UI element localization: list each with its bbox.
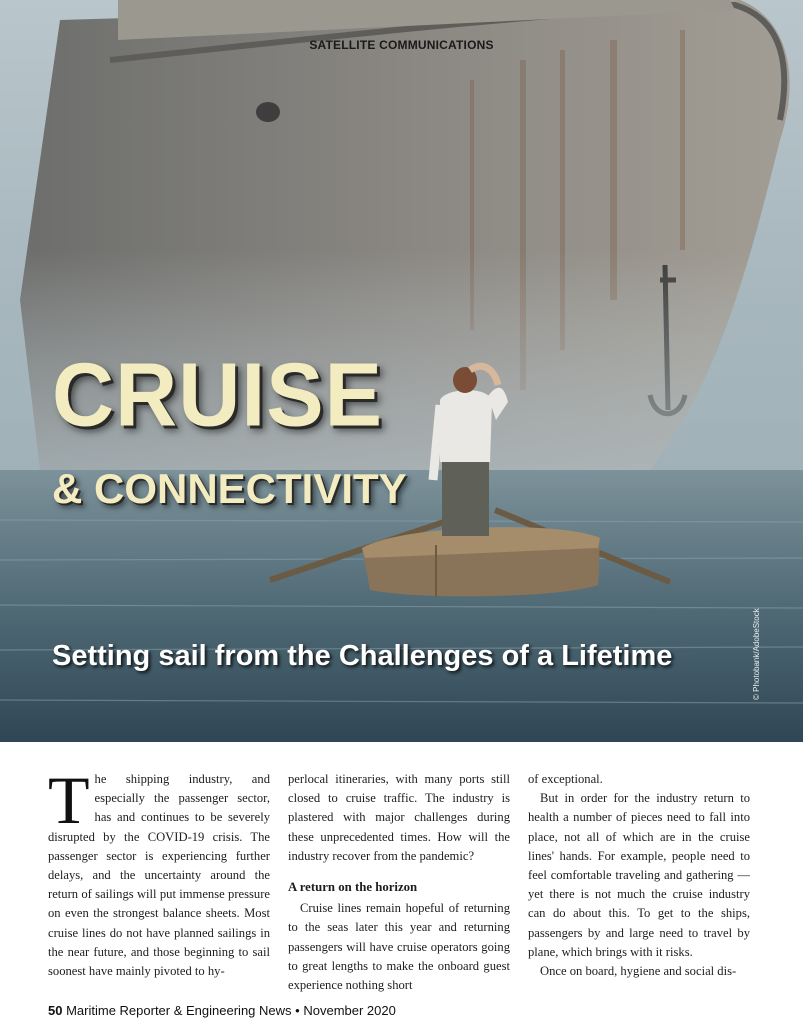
article-body: [48, 762, 760, 1002]
section-tag: SATELLITE COMMUNICATIONS: [309, 38, 494, 52]
footer-separator: •: [295, 1003, 300, 1018]
article-deck: Setting sail from the Challenges of a Lifetime: [52, 640, 673, 672]
paragraph: But in order for the industry return to health a number of pieces need to fall into place, not all of which are in the cruise lines' hands. For example, people need to feel comfortable traveling and gathering — yet there is not much the cruise industry can do about this. To get to the ships, passengers by and large need to travel by plane, which brings with it risks.: [528, 791, 750, 959]
page-footer: [48, 1003, 396, 1018]
photo-credit: © Photobank/AdobeStock: [752, 608, 761, 700]
paragraph: of exceptional.: [528, 772, 603, 786]
publication-name: Maritime Reporter & Engineering News: [66, 1003, 292, 1018]
section-subhead: A return on the horizon: [288, 880, 418, 895]
article-subtitle: & CONNECTIVITY: [52, 465, 407, 512]
paragraph: perlocal itineraries, with many ports still closed to cruise traffic. The industry is plastered with major challenges during these unprecedented times. How will the industry recover from the pandemic?: [288, 772, 510, 863]
paragraph-text: he shipping industry, and especially the passenger sector, has and continues to be severely disrupted by the COVID-19 crisis. The passenger sector is experiencing further delays, and the uncertainty around the return of sailings will put immense pressure on even the strongest balance sheets. Most cruise lines do not have planned sailings in the near future, and those beginning to sail soonest have mainly pivoted to hy-: [48, 772, 270, 979]
article-title: CRUISE: [52, 344, 383, 446]
page-number: 50: [48, 1003, 63, 1018]
issue-date: November 2020: [303, 1003, 396, 1018]
article-column-2: [288, 770, 510, 995]
paragraph: Cruise lines remain hopeful of returning to the seas later this year and returning passengers will have cruise operators going to great lengths to make the onboard guest experience nothing short: [288, 901, 510, 993]
article-column-3: [528, 770, 750, 981]
paragraph: [48, 762, 270, 981]
paragraph: Once on board, hygiene and social dis-: [540, 964, 737, 979]
article-column-1: [48, 762, 270, 981]
drop-cap: T: [48, 762, 90, 838]
porthole: [256, 102, 280, 122]
